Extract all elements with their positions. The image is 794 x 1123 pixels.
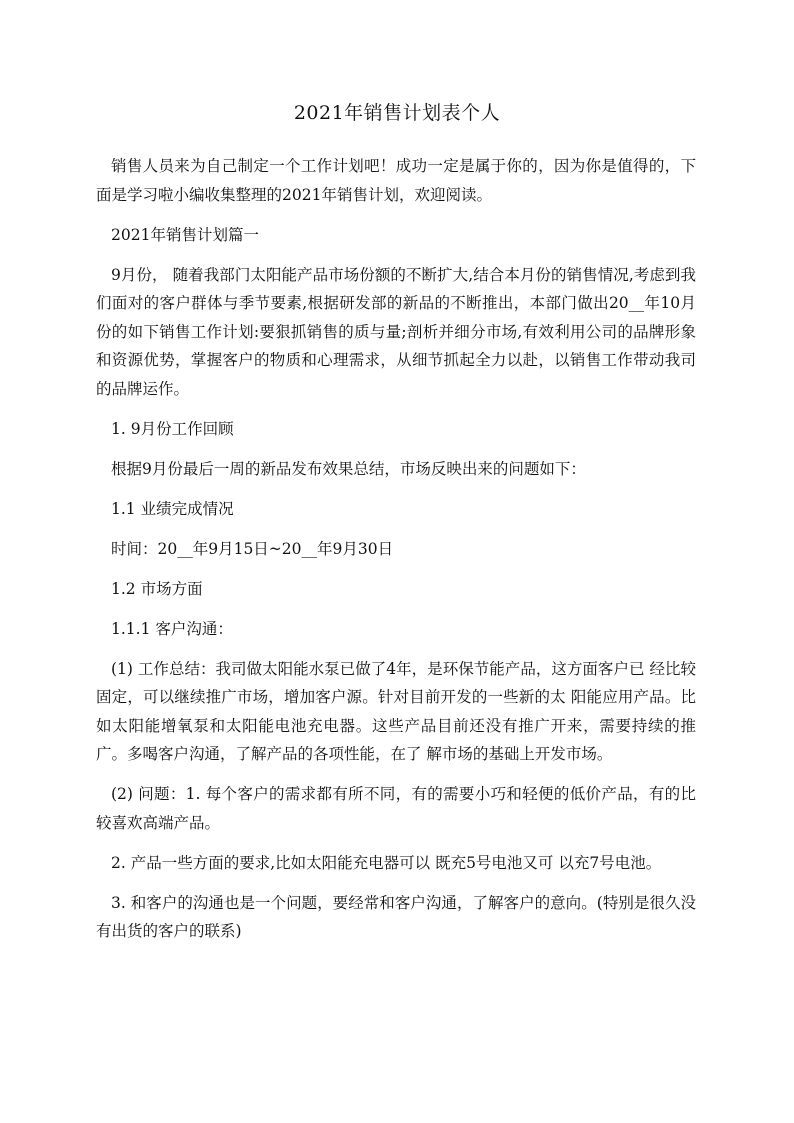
section-heading-performance: 1.1 业绩完成情况 <box>111 499 234 518</box>
section-heading-review: 1. 9月份工作回顾 <box>111 419 234 438</box>
intro-paragraph: 销售人员来为自己制定一个工作计划吧！成功一定是属于你的，因为你是值得的，下面是学习啦小编收集整理的2021年销售计划，欢迎阅读。 <box>96 157 696 204</box>
product-requirements-paragraph: 2. 产品一些方面的要求,比如太阳能充电器可以 既充5号电池又可 以充7号电池。 <box>111 853 662 872</box>
section-heading-plan-one: 2021年销售计划篇一 <box>111 225 259 244</box>
document-body <box>96 152 696 957</box>
document-title: 2021年销售计划表个人 <box>293 102 501 124</box>
work-summary-paragraph: (1) 工作总结：我司做太阳能水泵已做了4年，是环保节能产品，这方面客户已 经比较固定，可以继续推广市场，增加客户源。针对目前开发的一些新的太 阳能应用产品。比如太阳能增氧泵和太阳能电池充电器。这些产品目前还没有推广开来，需要持续的推广。多喝客户沟通，了解产品的各项性能，在了 解市场的基础上开发市场。 <box>96 659 696 763</box>
september-overview-paragraph: 9月份， 随着我部门太阳能产品市场份额的不断扩大,结合本月份的销售情况,考虑到我们面对的客户群体与季节要素,根据研发部的新品的不断推出，本部门做出20__年10月份的如下销售工作计划:要狠抓销售的质与量;剖析并细分市场,有效利用公司的品牌形象和资源优势，掌握客户的物质和心理需求，从细节抓起全力以赴，以销售工作带动我司的品牌运作。 <box>96 265 696 398</box>
problems-paragraph: (2) 问题：1. 每个客户的需求都有所不同，有的需要小巧和轻便的低价产品，有的比较喜欢高端产品。 <box>96 785 696 832</box>
section-heading-market: 1.2 市场方面 <box>111 579 203 598</box>
review-summary-paragraph: 根据9月份最后一周的新品发布效果总结，市场反映出来的问题如下： <box>111 459 586 478</box>
section-heading-customer-communication: 1.1.1 客户沟通： <box>111 619 233 638</box>
communication-issue-paragraph: 3. 和客户的沟通也是一个问题，要经常和客户沟通，了解客户的意向。(特别是很久没有出货的客户的联系) <box>96 893 696 940</box>
time-range-paragraph: 时间：20__年9月15日~20__年9月30日 <box>111 539 394 558</box>
